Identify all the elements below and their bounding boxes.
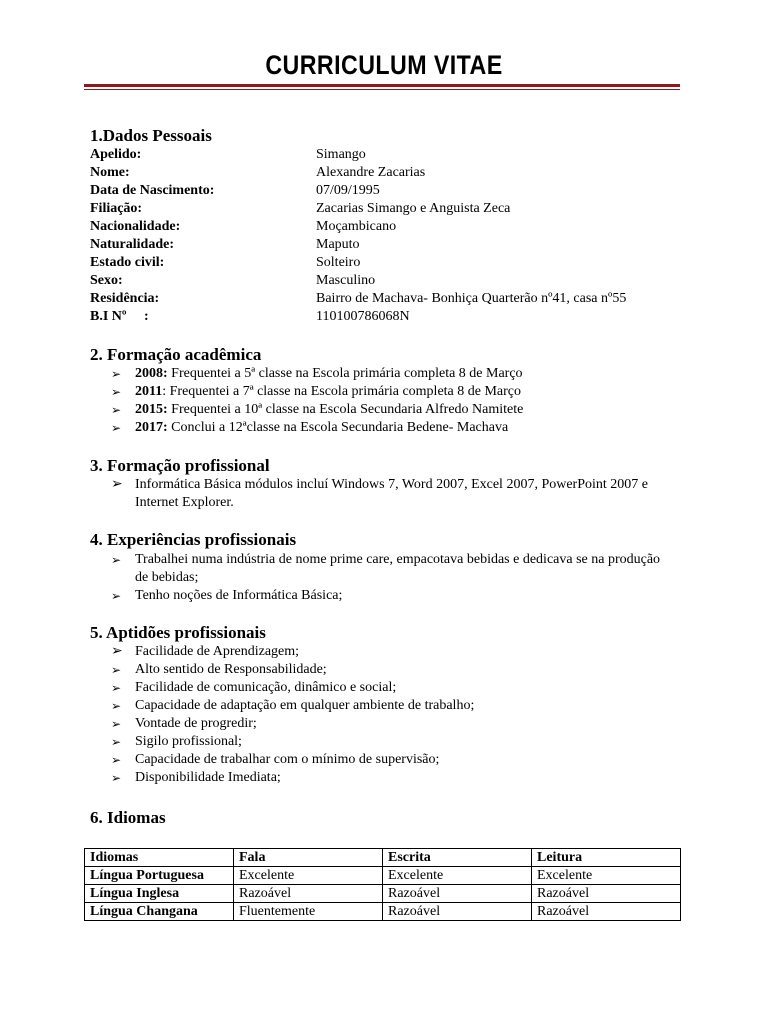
item-text: Frequentei a 5ª classe na Escola primária completa 8 de Março xyxy=(167,366,523,381)
list-item xyxy=(111,587,665,605)
table-cell: Excelente xyxy=(532,867,681,885)
table-header-row xyxy=(85,849,681,867)
info-row xyxy=(90,218,690,236)
arrow-bullet-icon: ➢ xyxy=(111,717,122,731)
arrow-bullet-icon: ➢ xyxy=(111,699,122,713)
list-item xyxy=(111,769,474,787)
list-item xyxy=(111,733,474,751)
list-item xyxy=(111,679,474,697)
table-row xyxy=(85,867,681,885)
column-header: Escrita xyxy=(383,849,532,867)
arrow-bullet-icon: ➢ xyxy=(111,553,122,567)
info-label: Apelido: xyxy=(90,147,142,162)
table-cell: Excelente xyxy=(383,867,532,885)
info-label: Filiação: xyxy=(90,201,143,216)
info-value: Masculino xyxy=(316,273,376,288)
year-label: 2017: xyxy=(135,420,168,435)
list-item xyxy=(111,551,665,587)
experience-list xyxy=(111,551,665,605)
table-cell: Razoável xyxy=(234,885,383,903)
list-item xyxy=(111,401,524,419)
info-label: Estado civil: xyxy=(90,255,165,270)
academic-list xyxy=(111,365,524,437)
item-text: Facilidade de Aprendizagem; xyxy=(135,644,300,659)
info-label: Residência: xyxy=(90,291,160,306)
table-cell: Excelente xyxy=(234,867,383,885)
list-item xyxy=(111,751,474,769)
arrow-bullet-icon: ➢ xyxy=(111,663,122,677)
list-item xyxy=(111,476,665,512)
info-row xyxy=(90,200,690,218)
title-divider-thin xyxy=(84,89,680,90)
item-text: Frequentei a 10ª classe na Escola Secundaria Alfredo Namitete xyxy=(167,402,524,417)
item-text: Capacidade de trabalhar com o mínimo de supervisão; xyxy=(135,752,440,767)
language-name: Língua Portuguesa xyxy=(85,867,234,885)
section-heading-academic: 2. Formação acadêmica xyxy=(90,345,262,364)
info-label: Nome: xyxy=(90,165,130,180)
list-item xyxy=(111,697,475,715)
item-text: Sigilo profissional; xyxy=(135,734,242,749)
arrow-bullet-icon: ➢ xyxy=(111,644,123,659)
list-item xyxy=(111,419,523,437)
info-value: Zacarias Simango e Anguista Zeca xyxy=(316,201,511,216)
section-heading-training: 3. Formação profissional xyxy=(90,456,270,475)
language-name: Língua Inglesa xyxy=(85,885,234,903)
section-heading-skills: 5. Aptidões profissionais xyxy=(90,623,266,642)
page-title: CURRICULUM VITAE xyxy=(265,50,503,80)
info-value: 110100786068N xyxy=(316,309,410,324)
info-value: Simango xyxy=(316,147,366,162)
arrow-bullet-icon: ➢ xyxy=(111,367,122,381)
info-row xyxy=(90,308,690,326)
column-header: Idiomas xyxy=(85,849,234,867)
item-text: Conclui a 12ªclasse na Escola Secundaria Bedene- Machava xyxy=(167,420,509,435)
item-text: Facilidade de comunicação, dinâmico e social; xyxy=(135,680,397,695)
table-row xyxy=(85,885,681,903)
info-row xyxy=(90,164,690,182)
item-text: Capacidade de adaptação em qualquer ambiente de trabalho; xyxy=(135,698,475,713)
item-text: : Frequentei a 7ª classe na Escola primária completa 8 de Março xyxy=(162,384,522,399)
list-item xyxy=(111,661,474,679)
list-item xyxy=(111,365,523,383)
item-text: Tenho noções de Informática Básica; xyxy=(135,588,343,603)
section-heading-personal: 1.Dados Pessoais xyxy=(90,126,212,145)
language-name: Língua Changana xyxy=(85,903,234,921)
title-divider xyxy=(84,84,680,87)
arrow-bullet-icon: ➢ xyxy=(111,385,122,399)
info-row xyxy=(90,272,690,290)
info-row xyxy=(90,236,690,254)
list-item xyxy=(111,383,523,401)
table-cell: Razoável xyxy=(383,885,532,903)
item-text: Trabalhei numa indústria de nome prime care, empacotava bebidas e dedicava se na produção de bebidas; xyxy=(135,552,661,585)
info-value: Alexandre Zacarias xyxy=(316,165,426,180)
info-label: Naturalidade: xyxy=(90,237,174,252)
arrow-bullet-icon: ➢ xyxy=(111,771,122,785)
year-label: 2008: xyxy=(135,366,168,381)
arrow-bullet-icon: ➢ xyxy=(111,477,123,492)
info-value: Maputo xyxy=(316,237,360,252)
list-item xyxy=(111,715,474,733)
info-value: 07/09/1995 xyxy=(316,183,380,198)
column-header: Fala xyxy=(234,849,383,867)
training-list xyxy=(111,476,665,512)
year-label: 2015: xyxy=(135,402,168,417)
table-row xyxy=(85,903,681,921)
item-text: Disponibilidade Imediata; xyxy=(135,770,281,785)
section-heading-languages: 6. Idiomas xyxy=(90,808,166,827)
table-cell: Razoável xyxy=(532,903,681,921)
table-cell: Razoável xyxy=(383,903,532,921)
languages-table xyxy=(84,848,681,921)
info-label: Nacionalidade: xyxy=(90,219,181,234)
arrow-bullet-icon: ➢ xyxy=(111,753,122,767)
list-item xyxy=(111,643,474,661)
info-row xyxy=(90,146,690,164)
info-label: B.I Nº : xyxy=(90,309,149,324)
skills-list xyxy=(111,643,475,787)
info-row xyxy=(90,290,690,308)
table-cell: Razoável xyxy=(532,885,681,903)
table-cell: Fluentemente xyxy=(234,903,383,921)
arrow-bullet-icon: ➢ xyxy=(111,681,122,695)
info-label: Sexo: xyxy=(90,273,123,288)
item-text: Informática Básica módulos incluí Windows 7, Word 2007, Excel 2007, PowerPoint 2007 e Internet Explorer. xyxy=(135,477,648,510)
info-row xyxy=(90,254,690,272)
info-value: Solteiro xyxy=(316,255,361,270)
arrow-bullet-icon: ➢ xyxy=(111,421,122,435)
info-value: Bairro de Machava- Bonhiça Quarterão nº41, casa nº55 xyxy=(316,291,627,306)
arrow-bullet-icon: ➢ xyxy=(111,589,122,603)
info-row xyxy=(90,182,690,200)
personal-info-block xyxy=(90,146,690,326)
column-header: Leitura xyxy=(532,849,681,867)
year-label: 2011 xyxy=(135,384,163,399)
item-text: Alto sentido de Responsabilidade; xyxy=(135,662,327,677)
item-text: Vontade de progredir; xyxy=(135,716,257,731)
section-heading-experience: 4. Experiências profissionais xyxy=(90,530,297,549)
arrow-bullet-icon: ➢ xyxy=(111,403,122,417)
info-label: Data de Nascimento: xyxy=(90,183,215,198)
arrow-bullet-icon: ➢ xyxy=(111,735,122,749)
info-value: Moçambicano xyxy=(316,219,397,234)
